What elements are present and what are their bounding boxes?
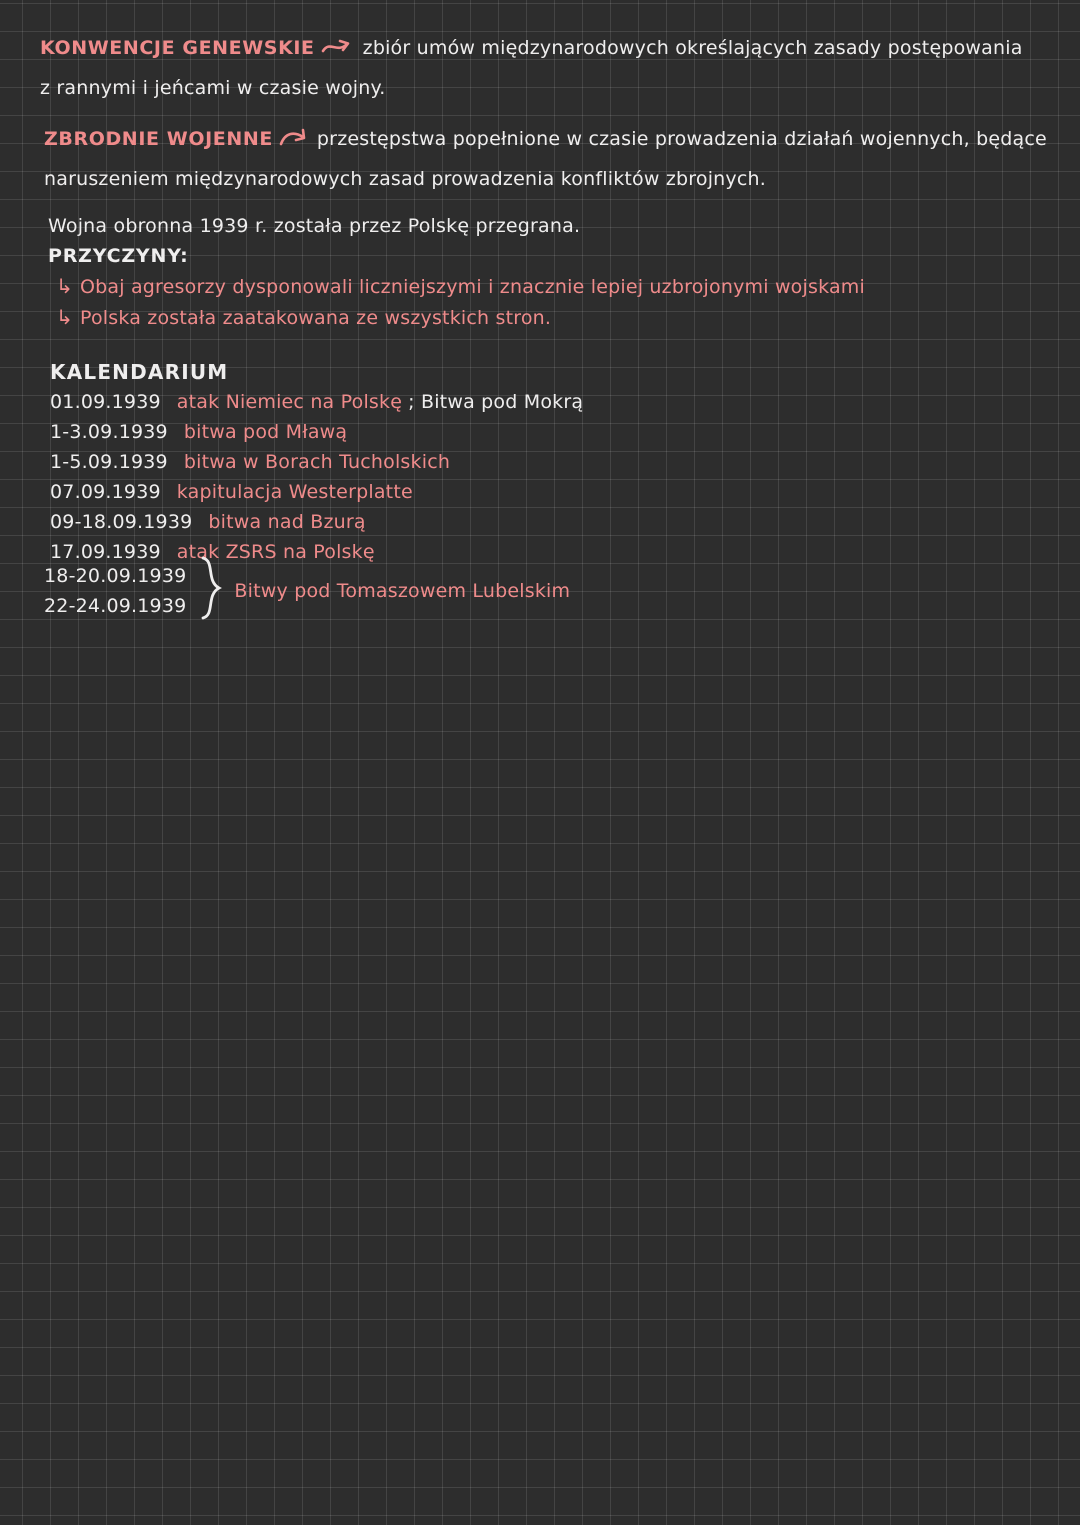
entry-date: 07.09.1939: [50, 481, 161, 503]
term-war-crimes: ZBRODNIE WOJENNE: [44, 128, 273, 150]
entry-date: 09-18.09.1939: [50, 511, 193, 533]
entry-event: bitwa pod Mławą: [183, 421, 348, 443]
calendar-entry: [50, 387, 583, 417]
braced-dates: [44, 561, 186, 621]
calendar-entry: [50, 507, 583, 537]
entry-date: 01.09.1939: [50, 391, 161, 413]
calendar-entry: [50, 447, 583, 477]
entry-event-extra: ; Bitwa pod Mokrą: [408, 391, 584, 413]
definition-geneva-conventions: [40, 30, 1023, 107]
summary-statement: Wojna obronna 1939 r. została przez Polskę przegrana.: [48, 215, 581, 237]
entry-date: 22-24.09.1939: [44, 594, 187, 617]
cause-text: Polska została zaatakowana ze wszystkich stron.: [79, 307, 552, 329]
term-geneva-conventions: KONWENCJE GENEWSKIE: [40, 37, 315, 59]
entry-event: bitwa nad Bzurą: [208, 511, 366, 533]
cause-item: [48, 271, 865, 302]
calendar-entry: [50, 417, 583, 447]
definition-text: zbiór umów międzynarodowych określających zasady postępowania: [362, 37, 1023, 59]
curly-brace-icon: [198, 556, 224, 625]
branch-arrow-icon: ↳: [56, 274, 73, 298]
entry-date: 17.09.1939: [50, 541, 161, 563]
wave-arrow-icon: [321, 33, 355, 70]
branch-arrow-icon: ↳: [56, 305, 73, 329]
entry-event: atak Niemiec na Polskę: [176, 391, 403, 413]
entry-date: 1-5.09.1939: [50, 451, 168, 473]
definition-war-crimes: [44, 121, 1047, 198]
cause-text: Obaj agresorzy dysponowali liczniejszymi i znacznie lepiej uzbrojonymi wojskami: [79, 276, 865, 298]
war-summary: [48, 211, 865, 333]
curved-arrow-icon: [279, 124, 309, 161]
calendar-entry: [50, 477, 583, 507]
definition-text-line2: naruszeniem międzynarodowych zasad prowadzenia konfliktów zbrojnych.: [44, 168, 766, 190]
definition-text-line2: z rannymi i jeńcami w czasie wojny.: [40, 77, 386, 99]
entry-event: bitwa w Borach Tucholskich: [183, 451, 451, 473]
definition-text: przestępstwa popełnione w czasie prowadzenia działań wojennych, będące: [316, 128, 1047, 150]
entry-event: kapitulacja Westerplatte: [176, 481, 413, 503]
causes-heading: PRZYCZYNY:: [48, 245, 189, 267]
braced-group-label: Bitwy pod Tomaszowem Lubelskim: [234, 579, 571, 602]
entry-event: atak ZSRS na Polskę: [176, 541, 375, 563]
entry-date: 18-20.09.1939: [44, 564, 187, 587]
cause-item: [48, 302, 865, 333]
braced-calendar-group: [44, 556, 570, 625]
entry-date: 1-3.09.1939: [50, 421, 168, 443]
calendar-heading: KALENDARIUM: [50, 360, 229, 384]
calendar-section: [50, 357, 583, 567]
